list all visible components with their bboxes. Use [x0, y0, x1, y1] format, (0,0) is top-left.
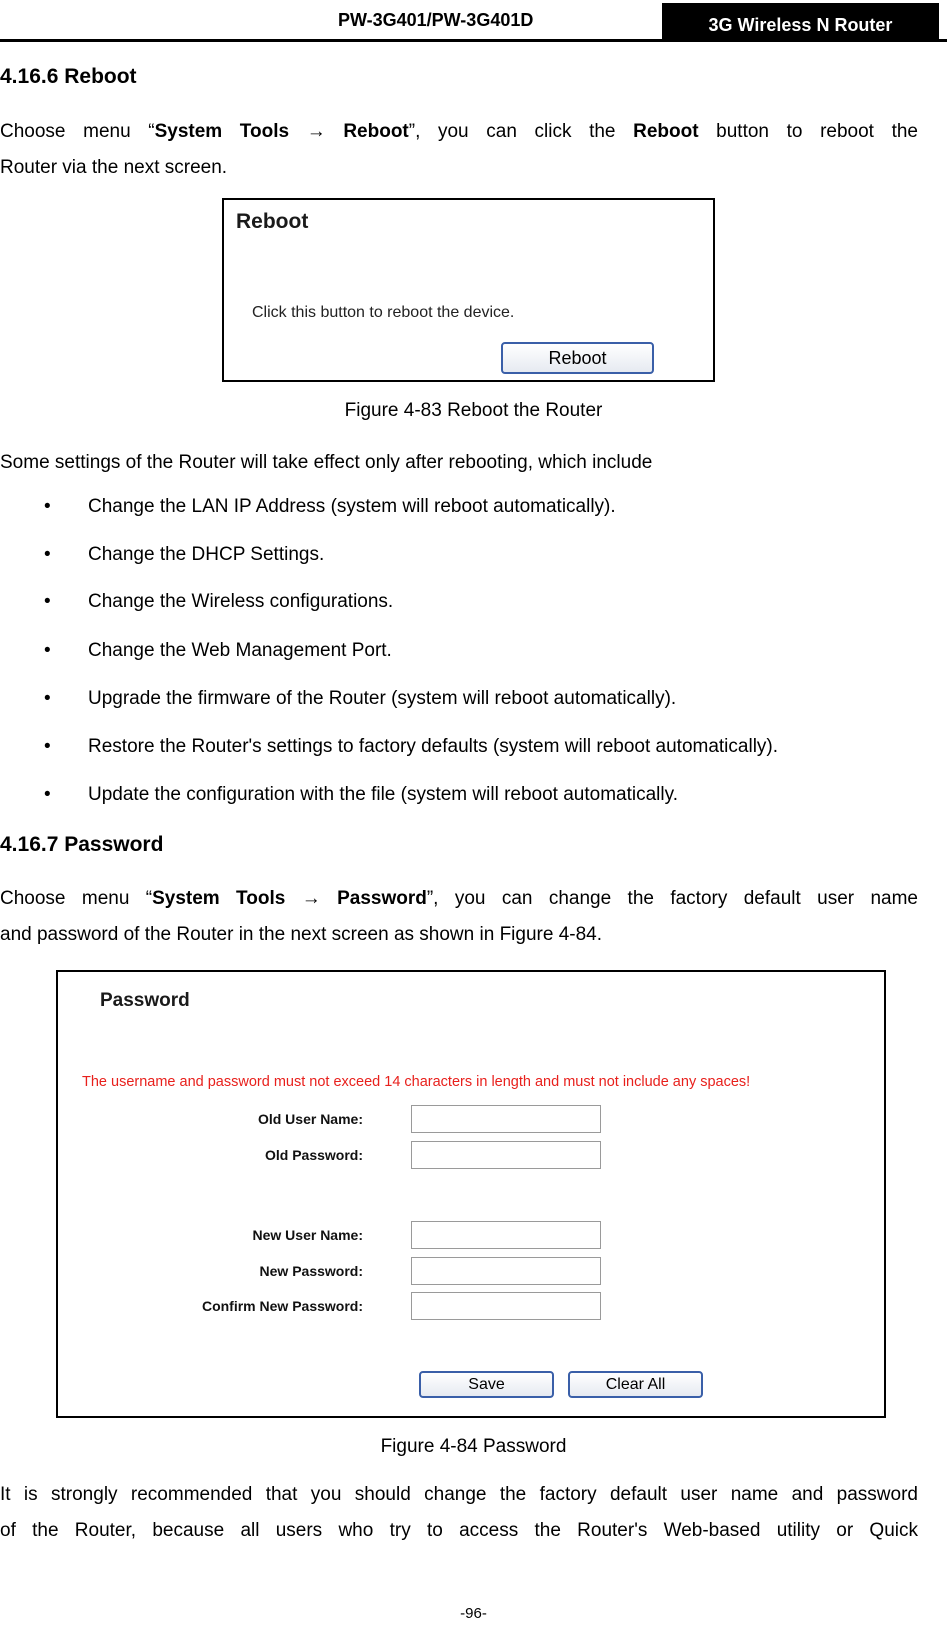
reboot-list-intro: Some settings of the Router will take effect only after rebooting, which include	[0, 452, 653, 473]
reboot-button[interactable]: Reboot	[501, 342, 654, 374]
reboot-keyword: Reboot	[633, 121, 699, 142]
bullet-icon: •	[44, 496, 51, 517]
section-heading-reboot: 4.16.6 Reboot	[0, 65, 137, 88]
bullet-icon: •	[44, 544, 51, 565]
reboot-screenshot	[222, 198, 715, 382]
confirm-new-password-label: Confirm New Password:	[201, 1298, 363, 1314]
menu-arrow-icon: →	[306, 121, 326, 142]
password-screenshot	[56, 970, 886, 1418]
figure-caption-reboot: Figure 4-83 Reboot the Router	[344, 400, 603, 421]
menu-password: Password	[337, 888, 427, 909]
page-header	[0, 0, 947, 42]
confirm-new-password-input[interactable]	[411, 1292, 601, 1320]
bullet-icon: •	[44, 688, 51, 709]
closing-line1: It is strongly recommended that you should change the factory default user name and password	[0, 1484, 918, 1505]
new-user-name-input[interactable]	[411, 1221, 601, 1249]
bullet-icon: •	[44, 640, 51, 661]
bullet-icon: •	[44, 784, 51, 805]
header-product-tab: 3G Wireless N Router	[662, 3, 939, 39]
old-password-label: Old Password:	[264, 1147, 363, 1163]
password-panel-title: Password	[100, 990, 190, 1011]
figure-caption-password: Figure 4-84 Password	[380, 1436, 567, 1457]
bullet-icon: •	[44, 736, 51, 757]
save-button[interactable]: Save	[419, 1371, 554, 1398]
page-number: -96-	[460, 1605, 487, 1622]
password-intro-line2: and password of the Router in the next screen as shown in Figure 4-84.	[0, 924, 603, 945]
reboot-message: Click this button to reboot the device.	[252, 304, 515, 321]
menu-reboot: Reboot	[343, 121, 409, 142]
clear-all-button[interactable]: Clear All	[568, 1371, 703, 1398]
reboot-intro-line2: Router via the next screen.	[0, 157, 228, 178]
section-heading-password: 4.16.7 Password	[0, 833, 164, 856]
header-model: PW-3G401/PW-3G401D	[338, 10, 534, 30]
reboot-intro-line1: Choose menu “System Tools → Reboot”, you can click the Reboot button to reboot the	[0, 121, 918, 142]
menu-system-tools: System Tools	[152, 888, 286, 909]
closing-line2: of the Router, because all users who try to access the Router's Web-based utility or Quick	[0, 1520, 918, 1541]
password-warning: The username and password must not exceed 14 characters in length and must not include any spaces!	[82, 1074, 751, 1090]
menu-system-tools: System Tools	[154, 121, 290, 142]
old-password-input[interactable]	[411, 1141, 601, 1169]
header-rule	[0, 39, 947, 42]
new-password-label: New Password:	[259, 1263, 363, 1279]
menu-arrow-icon: →	[301, 888, 321, 909]
new-user-name-label: New User Name:	[252, 1227, 363, 1243]
old-user-name-label: Old User Name:	[257, 1111, 363, 1127]
bullet-icon: •	[44, 591, 51, 612]
password-intro-line1: Choose menu “System Tools → Password”, you can change the factory default user name	[0, 888, 918, 909]
reboot-panel-title: Reboot	[236, 210, 309, 233]
old-user-name-input[interactable]	[411, 1105, 601, 1133]
new-password-input[interactable]	[411, 1257, 601, 1285]
